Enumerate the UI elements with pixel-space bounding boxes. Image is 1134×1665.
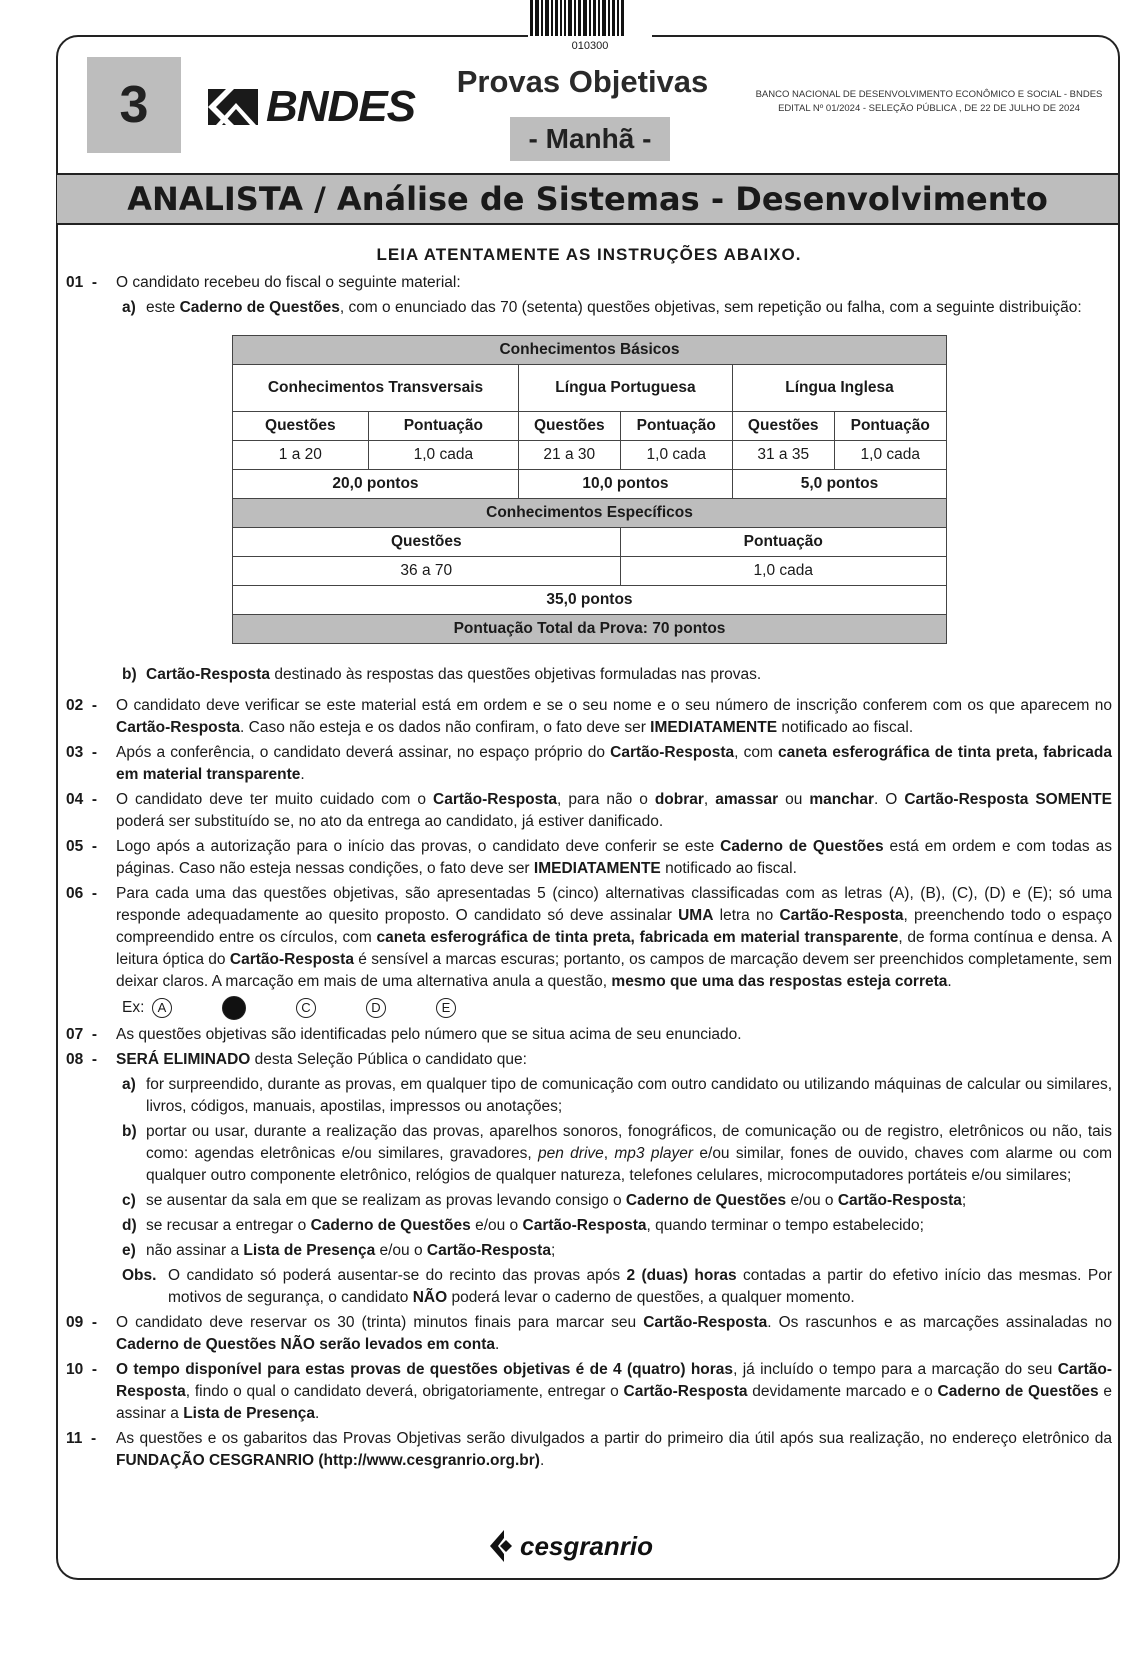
page-title: Provas Objetivas: [456, 64, 709, 99]
cesgranrio-logo-text: cesgranrio: [520, 1530, 653, 1561]
table-row: 20,0 pontos 10,0 pontos 5,0 pontos: [233, 470, 947, 499]
bubble-d-icon: D: [366, 998, 386, 1018]
barcode: [530, 0, 624, 36]
table-grand-total: Pontuação Total da Prova: 70 pontos: [233, 615, 947, 644]
instruction-08-obs: Obs. O candidato só poderá ausentar-se do recinto das provas após 2 (duas) horas contadas a partir do efetivo início das mesmas. Por motivos de segurança, o candidato NÃO poderá levar o caderno de questões, a qualquer momento.: [122, 1267, 1112, 1306]
table-basic-title: Conhecimentos Básicos: [233, 336, 947, 365]
instruction-03: 03 - Após a conferência, o candidato deverá assinar, no espaço próprio do Cartão-Resposta, com caneta esferográfica de tinta preta, fabricada em material transparente.: [66, 744, 1113, 783]
distribution-table: Conhecimentos Básicos Conhecimentos Transversais Língua Portuguesa Língua Inglesa Questões Pontuação Questões Pontuação Questões Pontuação 1 a 20 1,0 cada 21 a 30 1,0 cada 31 a 35 1,0 cada 20,0 pontos 10,0 pontos 5,0 pontos Conhecimentos Específicos Questões Pontuação 36 a 70 1,0 cada 35,0 pontos Pontuação Total da Prova: 70 pontos: [232, 335, 947, 644]
instruction-01b: b) Cartão-Resposta destinado às respostas das questões objetivas formuladas nas provas.: [122, 666, 762, 683]
role-title: ANALISTA / Análise de Sistemas - Desenvolvimento: [57, 173, 1118, 225]
bndes-logo-text: BNDES: [266, 82, 416, 131]
instruction-01a: a) este Caderno de Questões, com o enunciado das 70 (setenta) questões objetivas, sem repetição ou falha, com a seguinte distribuição:: [122, 299, 1082, 316]
volume-number: 3: [87, 57, 181, 153]
instruction-08b: b) portar ou usar, durante a realização das provas, aparelhos sonoros, fonográficos, de comunicação ou de registro, eletrônicos ou não, tais como: agendas eletrônicas e/ou similares, gravadores, pen drive, mp3 player e/ou similar, fones de ouvido, chaves com alarme ou com qualquer outro componente eletrônico, relógios de qualquer natureza, telefones celulares, microcomputadores portáteis e/ou similares;: [122, 1123, 1113, 1184]
bubble-filled-icon: [222, 996, 246, 1020]
instruction-11: 11 - As questões e os gabaritos das Provas Objetivas serão divulgados a partir do primeiro dia útil após sua realização, no endereço eletrônico da FUNDAÇÃO CESGRANRIO (http://www.cesgranrio.org.br).: [66, 1430, 1112, 1469]
instruction-04: 04 - O candidato deve ter muito cuidado com o Cartão-Resposta, para não o dobrar, amassar ou manchar. O Cartão-Resposta SOMENTE poderá ser substituído se, no ato da entrega ao candidato, já estiver danificado.: [66, 791, 1112, 830]
table-specific-title: Conhecimentos Específicos: [233, 499, 947, 528]
cesgranrio-logo-icon: [490, 1530, 516, 1562]
instruction-02: 02 - O candidato deve verificar se este material está em ordem e se o seu nome e o seu número de inscrição conferem com os que aparecem no Cartão-Resposta. Caso não esteja e os dados não confiram, o fato deve ser IMEDIATAMENTE notificado ao fiscal.: [66, 697, 1112, 736]
instruction-08e: e) não assinar a Lista de Presença e/ou o Cartão-Resposta;: [122, 1242, 556, 1259]
bndes-logo-icon: [208, 89, 258, 125]
instruction-09: 09 - O candidato deve reservar os 30 (trinta) minutos finais para marcar seu Cartão-Resposta. Os rascunhos e as marcações assinaladas no Caderno de Questões NÃO serão levados em conta.: [66, 1314, 1112, 1353]
instructions-heading: LEIA ATENTAMENTE AS INSTRUÇÕES ABAIXO.: [376, 245, 802, 264]
group-header: Conhecimentos Transversais: [233, 365, 519, 412]
group-header: Língua Portuguesa: [519, 365, 733, 412]
instruction-05: 05 - Logo após a autorização para o início das provas, o candidato deve conferir se este Caderno de Questões está em ordem e com todas as páginas. Caso não esteja nessas condições, o fato deve ser IMEDIATAMENTE notificado ao fiscal.: [66, 838, 1112, 877]
instruction-08c: c) se ausentar da sala em que se realizam as provas levando consigo o Caderno de Questões e/ou o Cartão-Resposta;: [122, 1192, 967, 1209]
instructions: [66, 244, 1112, 1475]
bndes-logo: [208, 82, 415, 132]
table-row: 1 a 20 1,0 cada 21 a 30 1,0 cada 31 a 35 1,0 cada: [233, 441, 947, 470]
answer-example: Ex: A C D E: [122, 996, 1112, 1020]
instruction-10: 10 - O tempo disponível para estas provas de questões objetivas é de 4 (quatro) horas, já incluído o tempo para a marcação do seu Cartão-Resposta, findo o qual o candidato deverá, obrigatoriamente, entregar o Cartão-Resposta devidamente marcado e o Caderno de Questões e assinar a Lista de Presença.: [66, 1361, 1112, 1422]
instruction-06: 06 - Para cada uma das questões objetivas, são apresentadas 5 (cinco) alternativas classificadas com as letras (A), (B), (C), (D) e (E); só uma responde adequadamente ao quesito proposto. O candidato só deve assinalar UMA letra no Cartão-Resposta, preenchendo todo o espaço compreendido entre os círculos, com caneta esferográfica de tinta preta, fabricada em material transparente, de forma contínua e densa. A leitura óptica do Cartão-Resposta é sensível a marcas escuras; portanto, os campos de marcação devem ser preenchidos completamente, sem deixar claros. A marcação em mais de uma alternativa anula a questão, mesmo que uma das respostas esteja correta.: [66, 885, 1112, 990]
shift-label: - Manhã -: [510, 117, 670, 161]
instruction-08a: a) for surpreendido, durante as provas, em qualquer tipo de comunicação com outro candidato ou utilizando máquinas de calcular ou similares, livros, códigos, manuais, apostilas, impressos ou anotações;: [122, 1076, 1112, 1115]
table-row: 36 a 70 1,0 cada: [233, 557, 947, 586]
barcode-number: 010300: [571, 40, 609, 52]
organization-info: [746, 88, 1112, 116]
bubble-e-icon: E: [436, 998, 456, 1018]
org-line-1: BANCO NACIONAL DE DESENVOLVIMENTO ECONÔMICO E SOCIAL - BNDES: [755, 89, 1103, 100]
bubble-a-icon: A: [152, 998, 172, 1018]
org-line-2: EDITAL Nº 01/2024 - SELEÇÃO PÚBLICA , DE 22 DE JULHO DE 2024: [778, 103, 1080, 114]
group-header: Língua Inglesa: [732, 365, 946, 412]
cesgranrio-logo: [490, 1530, 653, 1562]
instruction-08: 08 - SERÁ ELIMINADO desta Seleção Pública o candidato que:: [66, 1051, 527, 1068]
instruction-08d: d) se recusar a entregar o Caderno de Questões e/ou o Cartão-Resposta, quando terminar o tempo estabelecido;: [122, 1217, 924, 1234]
instruction-07: 07 - As questões objetivas são identificadas pelo número que se situa acima de seu enunciado.: [66, 1026, 742, 1043]
instruction-01: 01 - O candidato recebeu do fiscal o seguinte material:: [66, 274, 461, 291]
bubble-c-icon: C: [296, 998, 316, 1018]
